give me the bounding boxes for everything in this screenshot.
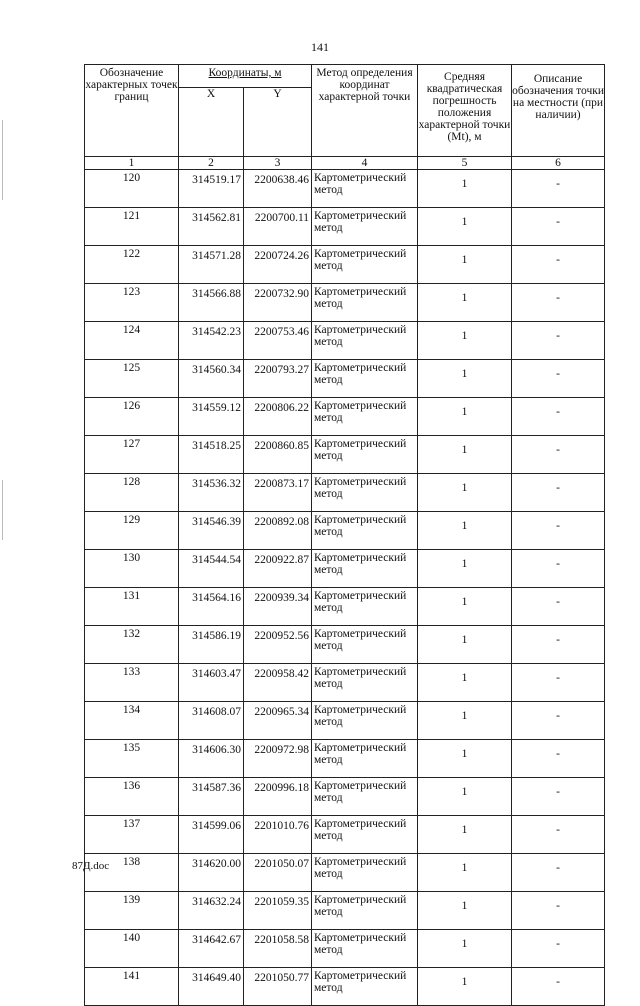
table-row — [85, 436, 605, 474]
column-number: 4 — [312, 157, 418, 170]
y-cell: 2201058.58 — [244, 930, 312, 968]
method-cell: Картометрический метод — [312, 740, 418, 778]
method-cell: Картометрический метод — [312, 968, 418, 1006]
method-cell: Картометрический метод — [312, 322, 418, 360]
description-cell: - — [512, 246, 605, 284]
point-cell: 123 — [85, 284, 179, 322]
description-cell: - — [512, 664, 605, 702]
column-number: 1 — [85, 157, 179, 170]
point-cell: 129 — [85, 512, 179, 550]
point-cell: 139 — [85, 892, 179, 930]
point-cell: 136 — [85, 778, 179, 816]
y-cell: 2200700.11 — [244, 208, 312, 246]
method-cell: Картометрический метод — [312, 702, 418, 740]
method-cell: Картометрический метод — [312, 436, 418, 474]
y-cell: 2200922.87 — [244, 550, 312, 588]
y-cell: 2200638.46 — [244, 170, 312, 208]
header-method: Метод определения координат характерной точки — [312, 65, 418, 157]
header-accuracy: Средняя квадратическая погрешность положения характерной точки (Mt), м — [418, 65, 512, 157]
scan-edge-mark — [2, 120, 3, 200]
x-cell: 314546.39 — [179, 512, 244, 550]
accuracy-cell: 1 — [418, 816, 512, 854]
y-cell: 2200724.26 — [244, 246, 312, 284]
accuracy-cell: 1 — [418, 550, 512, 588]
accuracy-cell: 1 — [418, 360, 512, 398]
x-cell: 314599.06 — [179, 816, 244, 854]
table-row — [85, 170, 605, 208]
table-row — [85, 892, 605, 930]
point-cell: 135 — [85, 740, 179, 778]
accuracy-cell: 1 — [418, 588, 512, 626]
point-cell: 137 — [85, 816, 179, 854]
accuracy-cell: 1 — [418, 284, 512, 322]
y-cell: 2200996.18 — [244, 778, 312, 816]
scan-edge-mark — [2, 480, 3, 540]
point-cell: 141 — [85, 968, 179, 1006]
point-cell: 126 — [85, 398, 179, 436]
y-cell: 2200806.22 — [244, 398, 312, 436]
accuracy-cell: 1 — [418, 740, 512, 778]
accuracy-cell: 1 — [418, 512, 512, 550]
description-cell: - — [512, 284, 605, 322]
description-cell: - — [512, 398, 605, 436]
table-row — [85, 360, 605, 398]
method-cell: Картометрический метод — [312, 550, 418, 588]
y-cell: 2201050.07 — [244, 854, 312, 892]
x-cell: 314608.07 — [179, 702, 244, 740]
x-cell: 314562.81 — [179, 208, 244, 246]
header-x: X — [179, 88, 244, 157]
x-cell: 314542.23 — [179, 322, 244, 360]
method-cell: Картометрический метод — [312, 626, 418, 664]
accuracy-cell: 1 — [418, 892, 512, 930]
accuracy-cell: 1 — [418, 322, 512, 360]
method-cell: Картометрический метод — [312, 816, 418, 854]
description-cell: - — [512, 170, 605, 208]
y-cell: 2200892.08 — [244, 512, 312, 550]
page-number: 141 — [311, 40, 329, 54]
description-cell: - — [512, 702, 605, 740]
description-cell: - — [512, 740, 605, 778]
accuracy-cell: 1 — [418, 968, 512, 1006]
point-cell: 125 — [85, 360, 179, 398]
method-cell: Картометрический метод — [312, 360, 418, 398]
point-cell: 130 — [85, 550, 179, 588]
method-cell: Картометрический метод — [312, 892, 418, 930]
accuracy-cell: 1 — [418, 702, 512, 740]
table-row — [85, 512, 605, 550]
table-row — [85, 778, 605, 816]
description-cell: - — [512, 854, 605, 892]
method-cell: Картометрический метод — [312, 854, 418, 892]
x-cell: 314518.25 — [179, 436, 244, 474]
x-cell: 314559.12 — [179, 398, 244, 436]
header-coordinates: Координаты, м — [179, 65, 312, 88]
accuracy-cell: 1 — [418, 626, 512, 664]
description-cell: - — [512, 474, 605, 512]
header-y: Y — [244, 88, 312, 157]
point-cell: 131 — [85, 588, 179, 626]
column-number: 3 — [244, 157, 312, 170]
description-cell: - — [512, 930, 605, 968]
point-cell: 128 — [85, 474, 179, 512]
accuracy-cell: 1 — [418, 208, 512, 246]
x-cell: 314586.19 — [179, 626, 244, 664]
method-cell: Картометрический метод — [312, 664, 418, 702]
table-row — [85, 474, 605, 512]
accuracy-cell: 1 — [418, 474, 512, 512]
x-cell: 314587.36 — [179, 778, 244, 816]
footer-filename: 87Д.doc — [72, 860, 110, 872]
column-number: 6 — [512, 157, 605, 170]
x-cell: 314560.34 — [179, 360, 244, 398]
point-cell: 132 — [85, 626, 179, 664]
point-cell: 124 — [85, 322, 179, 360]
table-row — [85, 550, 605, 588]
y-cell: 2200958.42 — [244, 664, 312, 702]
description-cell: - — [512, 778, 605, 816]
method-cell: Картометрический метод — [312, 778, 418, 816]
accuracy-cell: 1 — [418, 778, 512, 816]
method-cell: Картометрический метод — [312, 246, 418, 284]
y-cell: 2200952.56 — [244, 626, 312, 664]
x-cell: 314632.24 — [179, 892, 244, 930]
table-row — [85, 626, 605, 664]
table-row — [85, 246, 605, 284]
description-cell: - — [512, 892, 605, 930]
method-cell: Картометрический метод — [312, 398, 418, 436]
y-cell: 2200793.27 — [244, 360, 312, 398]
y-cell: 2201050.77 — [244, 968, 312, 1006]
x-cell: 314606.30 — [179, 740, 244, 778]
y-cell: 2200860.85 — [244, 436, 312, 474]
description-cell: - — [512, 436, 605, 474]
table-row — [85, 854, 605, 892]
table-row — [85, 664, 605, 702]
table-row — [85, 208, 605, 246]
method-cell: Картометрический метод — [312, 170, 418, 208]
method-cell: Картометрический метод — [312, 512, 418, 550]
point-cell: 140 — [85, 930, 179, 968]
x-cell: 314536.32 — [179, 474, 244, 512]
table-row — [85, 702, 605, 740]
table-row — [85, 740, 605, 778]
description-cell: - — [512, 626, 605, 664]
y-cell: 2200732.90 — [244, 284, 312, 322]
description-cell: - — [512, 512, 605, 550]
accuracy-cell: 1 — [418, 854, 512, 892]
method-cell: Картометрический метод — [312, 930, 418, 968]
table-row — [85, 398, 605, 436]
x-cell: 314566.88 — [179, 284, 244, 322]
accuracy-cell: 1 — [418, 664, 512, 702]
header-point: Обозначение характерных точек границ — [85, 65, 179, 157]
x-cell: 314620.00 — [179, 854, 244, 892]
method-cell: Картометрический метод — [312, 588, 418, 626]
boundary-points-table — [84, 64, 605, 1006]
description-cell: - — [512, 968, 605, 1006]
x-cell: 314603.47 — [179, 664, 244, 702]
accuracy-cell: 1 — [418, 170, 512, 208]
x-cell: 314642.67 — [179, 930, 244, 968]
description-cell: - — [512, 208, 605, 246]
table-row — [85, 588, 605, 626]
description-cell: - — [512, 550, 605, 588]
y-cell: 2200873.17 — [244, 474, 312, 512]
method-cell: Картометрический метод — [312, 474, 418, 512]
method-cell: Картометрический метод — [312, 284, 418, 322]
method-cell: Картометрический метод — [312, 208, 418, 246]
description-cell: - — [512, 588, 605, 626]
table-row — [85, 284, 605, 322]
description-cell: - — [512, 322, 605, 360]
point-cell: 127 — [85, 436, 179, 474]
accuracy-cell: 1 — [418, 246, 512, 284]
accuracy-cell: 1 — [418, 930, 512, 968]
description-cell: - — [512, 360, 605, 398]
y-cell: 2200965.34 — [244, 702, 312, 740]
x-cell: 314564.16 — [179, 588, 244, 626]
table-row — [85, 322, 605, 360]
point-cell: 122 — [85, 246, 179, 284]
header-description: Описание обозначения точки на местности (при наличии) — [512, 65, 605, 157]
point-cell: 134 — [85, 702, 179, 740]
x-cell: 314571.28 — [179, 246, 244, 284]
column-number: 5 — [418, 157, 512, 170]
table-row — [85, 930, 605, 968]
y-cell: 2200753.46 — [244, 322, 312, 360]
point-cell: 133 — [85, 664, 179, 702]
y-cell: 2200972.98 — [244, 740, 312, 778]
point-cell: 120 — [85, 170, 179, 208]
point-cell: 138 — [85, 854, 179, 892]
x-cell: 314544.54 — [179, 550, 244, 588]
y-cell: 2201010.76 — [244, 816, 312, 854]
point-cell: 121 — [85, 208, 179, 246]
y-cell: 2201059.35 — [244, 892, 312, 930]
accuracy-cell: 1 — [418, 436, 512, 474]
accuracy-cell: 1 — [418, 398, 512, 436]
description-cell: - — [512, 816, 605, 854]
x-cell: 314649.40 — [179, 968, 244, 1006]
table-row — [85, 816, 605, 854]
x-cell: 314519.17 — [179, 170, 244, 208]
column-number: 2 — [179, 157, 244, 170]
y-cell: 2200939.34 — [244, 588, 312, 626]
table-row — [85, 968, 605, 1006]
